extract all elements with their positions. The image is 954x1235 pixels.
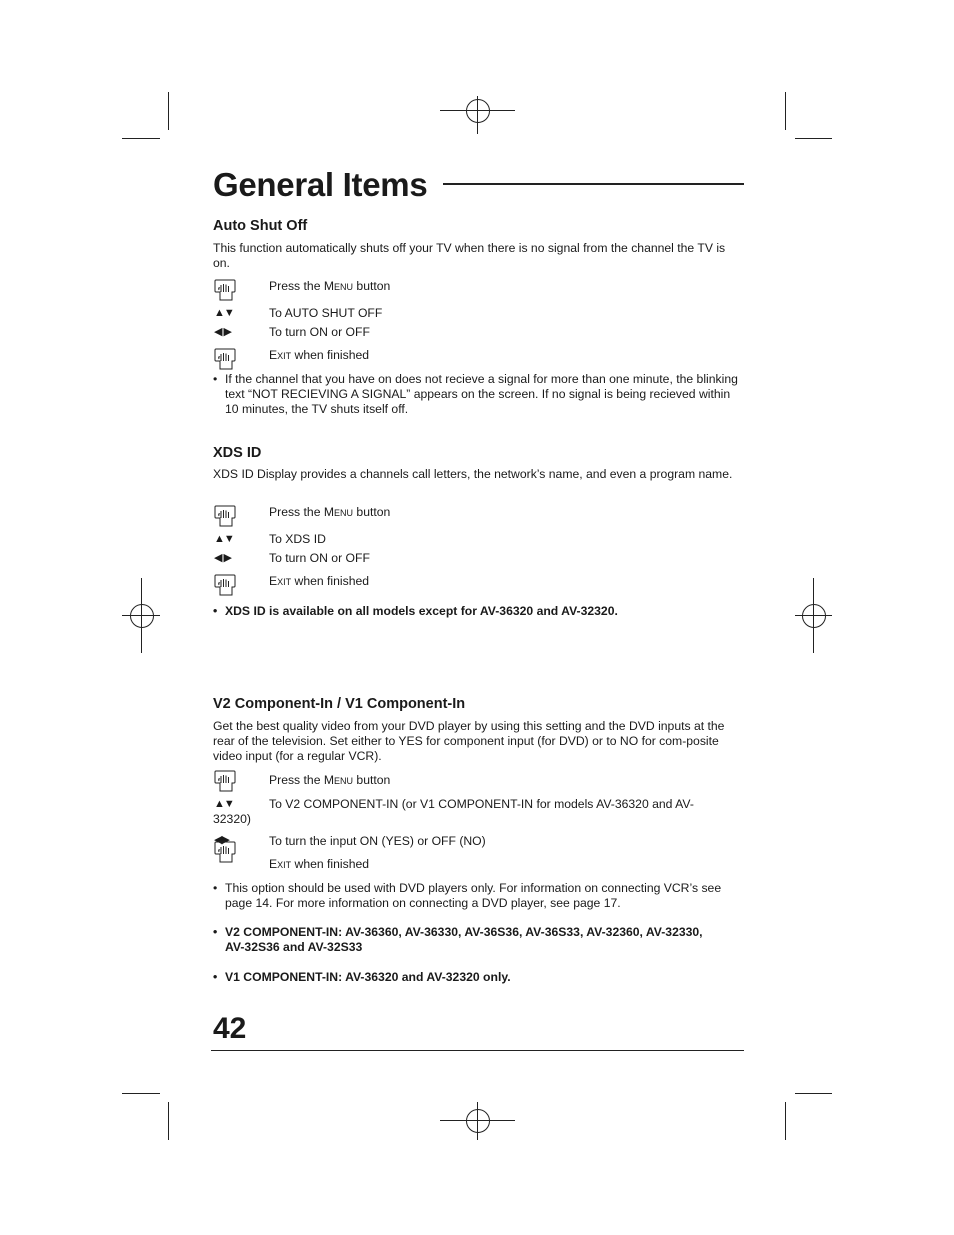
title-rule <box>443 183 744 185</box>
component-in-step-select: To V2 COMPONENT-IN (or V1 COMPONENT-IN for models AV-36320 and AV-32320) <box>213 797 694 826</box>
component-in-step-exit: Exit when finished <box>269 857 370 871</box>
crop-mark-top-right-vertical <box>785 92 786 130</box>
xds-id-step-toggle: To turn ON or OFF <box>269 551 370 565</box>
xds-id-description: XDS ID Display provides a channels call letters, the network’s name, and even a program name. <box>213 467 733 481</box>
left-right-arrows-icon: ◀ ▶ <box>214 326 231 338</box>
component-in-step-toggle: To turn the input ON (YES) or OFF (NO) <box>269 834 486 848</box>
xds-id-step-exit: Exit when finished <box>269 574 370 588</box>
crop-mark-top-left-horizontal <box>122 138 160 139</box>
hand-button-icon <box>213 769 237 793</box>
auto-shut-off-step-exit: Exit when finished <box>269 348 370 362</box>
crop-mark-bottom-right-vertical <box>785 1102 786 1140</box>
hand-button-icon <box>213 504 237 528</box>
crop-mark-top-right-horizontal <box>795 138 832 139</box>
section-heading-auto-shut-off: Auto Shut Off <box>213 218 308 234</box>
crop-mark-top-left-vertical <box>168 92 169 130</box>
section-heading-component-in: V2 Component-In / V1 Component-In <box>213 696 466 712</box>
xds-id-step-menu: Press the Menu button <box>269 505 391 519</box>
auto-shut-off-step-menu: Press the Menu button <box>269 279 391 293</box>
component-in-description: Get the best quality video from your DVD player by using this setting and the DVD inputs at the rear of the television. Set either to YES for component input (for DVD) or to NO for com-posite video input (for a regular VCR). <box>213 719 725 763</box>
page-title: General Items <box>213 166 428 203</box>
hand-button-icon <box>213 840 237 864</box>
component-in-step-menu: Press the Menu button <box>269 773 391 787</box>
component-in-note-dvd: • This option should be used with DVD players only. For information on connecting VCR’s see page 14. For more information on connecting a DVD player, see page 17. <box>213 881 722 910</box>
xds-id-note: • XDS ID is available on all models except for AV-36320 and AV-32320. <box>213 604 618 618</box>
up-down-arrows-icon: ▲▼ <box>214 307 234 319</box>
left-right-arrows-icon: ◀▶ <box>214 834 229 846</box>
up-down-arrows-icon: ▲▼ <box>214 798 234 810</box>
footer-rule <box>211 1050 744 1051</box>
component-in-note-v2-models: • V2 COMPONENT-IN: AV-36360, AV-36330, AV-36S36, AV-36S33, AV-32360, AV-32330, AV-32S36 and AV-32S33 <box>213 925 703 954</box>
left-right-arrows-icon: ◀ ▶ <box>214 552 231 564</box>
auto-shut-off-description: This function automatically shuts off your TV when there is no signal from the channel the TV is on. <box>213 241 726 270</box>
up-down-arrows-icon: ▲▼ <box>214 533 234 545</box>
crop-mark-bottom-left-vertical <box>168 1102 169 1140</box>
auto-shut-off-note: • If the channel that you have on does not recieve a signal for more than one minute, the blinking text “NOT RECIEVING A SIGNAL” appears on the screen. If no signal is being recieved within 10 minutes, the TV shuts itself off. <box>213 372 738 416</box>
auto-shut-off-step-select: To AUTO SHUT OFF <box>269 306 383 320</box>
page-number: 42 <box>213 1012 247 1045</box>
crop-mark-bottom-left-horizontal <box>122 1093 160 1094</box>
hand-button-icon <box>213 573 237 597</box>
hand-button-icon <box>213 278 237 302</box>
section-heading-xds-id: XDS ID <box>213 445 262 461</box>
crop-mark-bottom-right-horizontal <box>795 1093 832 1094</box>
auto-shut-off-step-toggle: To turn ON or OFF <box>269 325 370 339</box>
xds-id-step-select: To XDS ID <box>269 532 326 546</box>
component-in-note-v1-models: • V1 COMPONENT-IN: AV-36320 and AV-32320 only. <box>213 970 511 984</box>
hand-button-icon <box>213 347 237 371</box>
